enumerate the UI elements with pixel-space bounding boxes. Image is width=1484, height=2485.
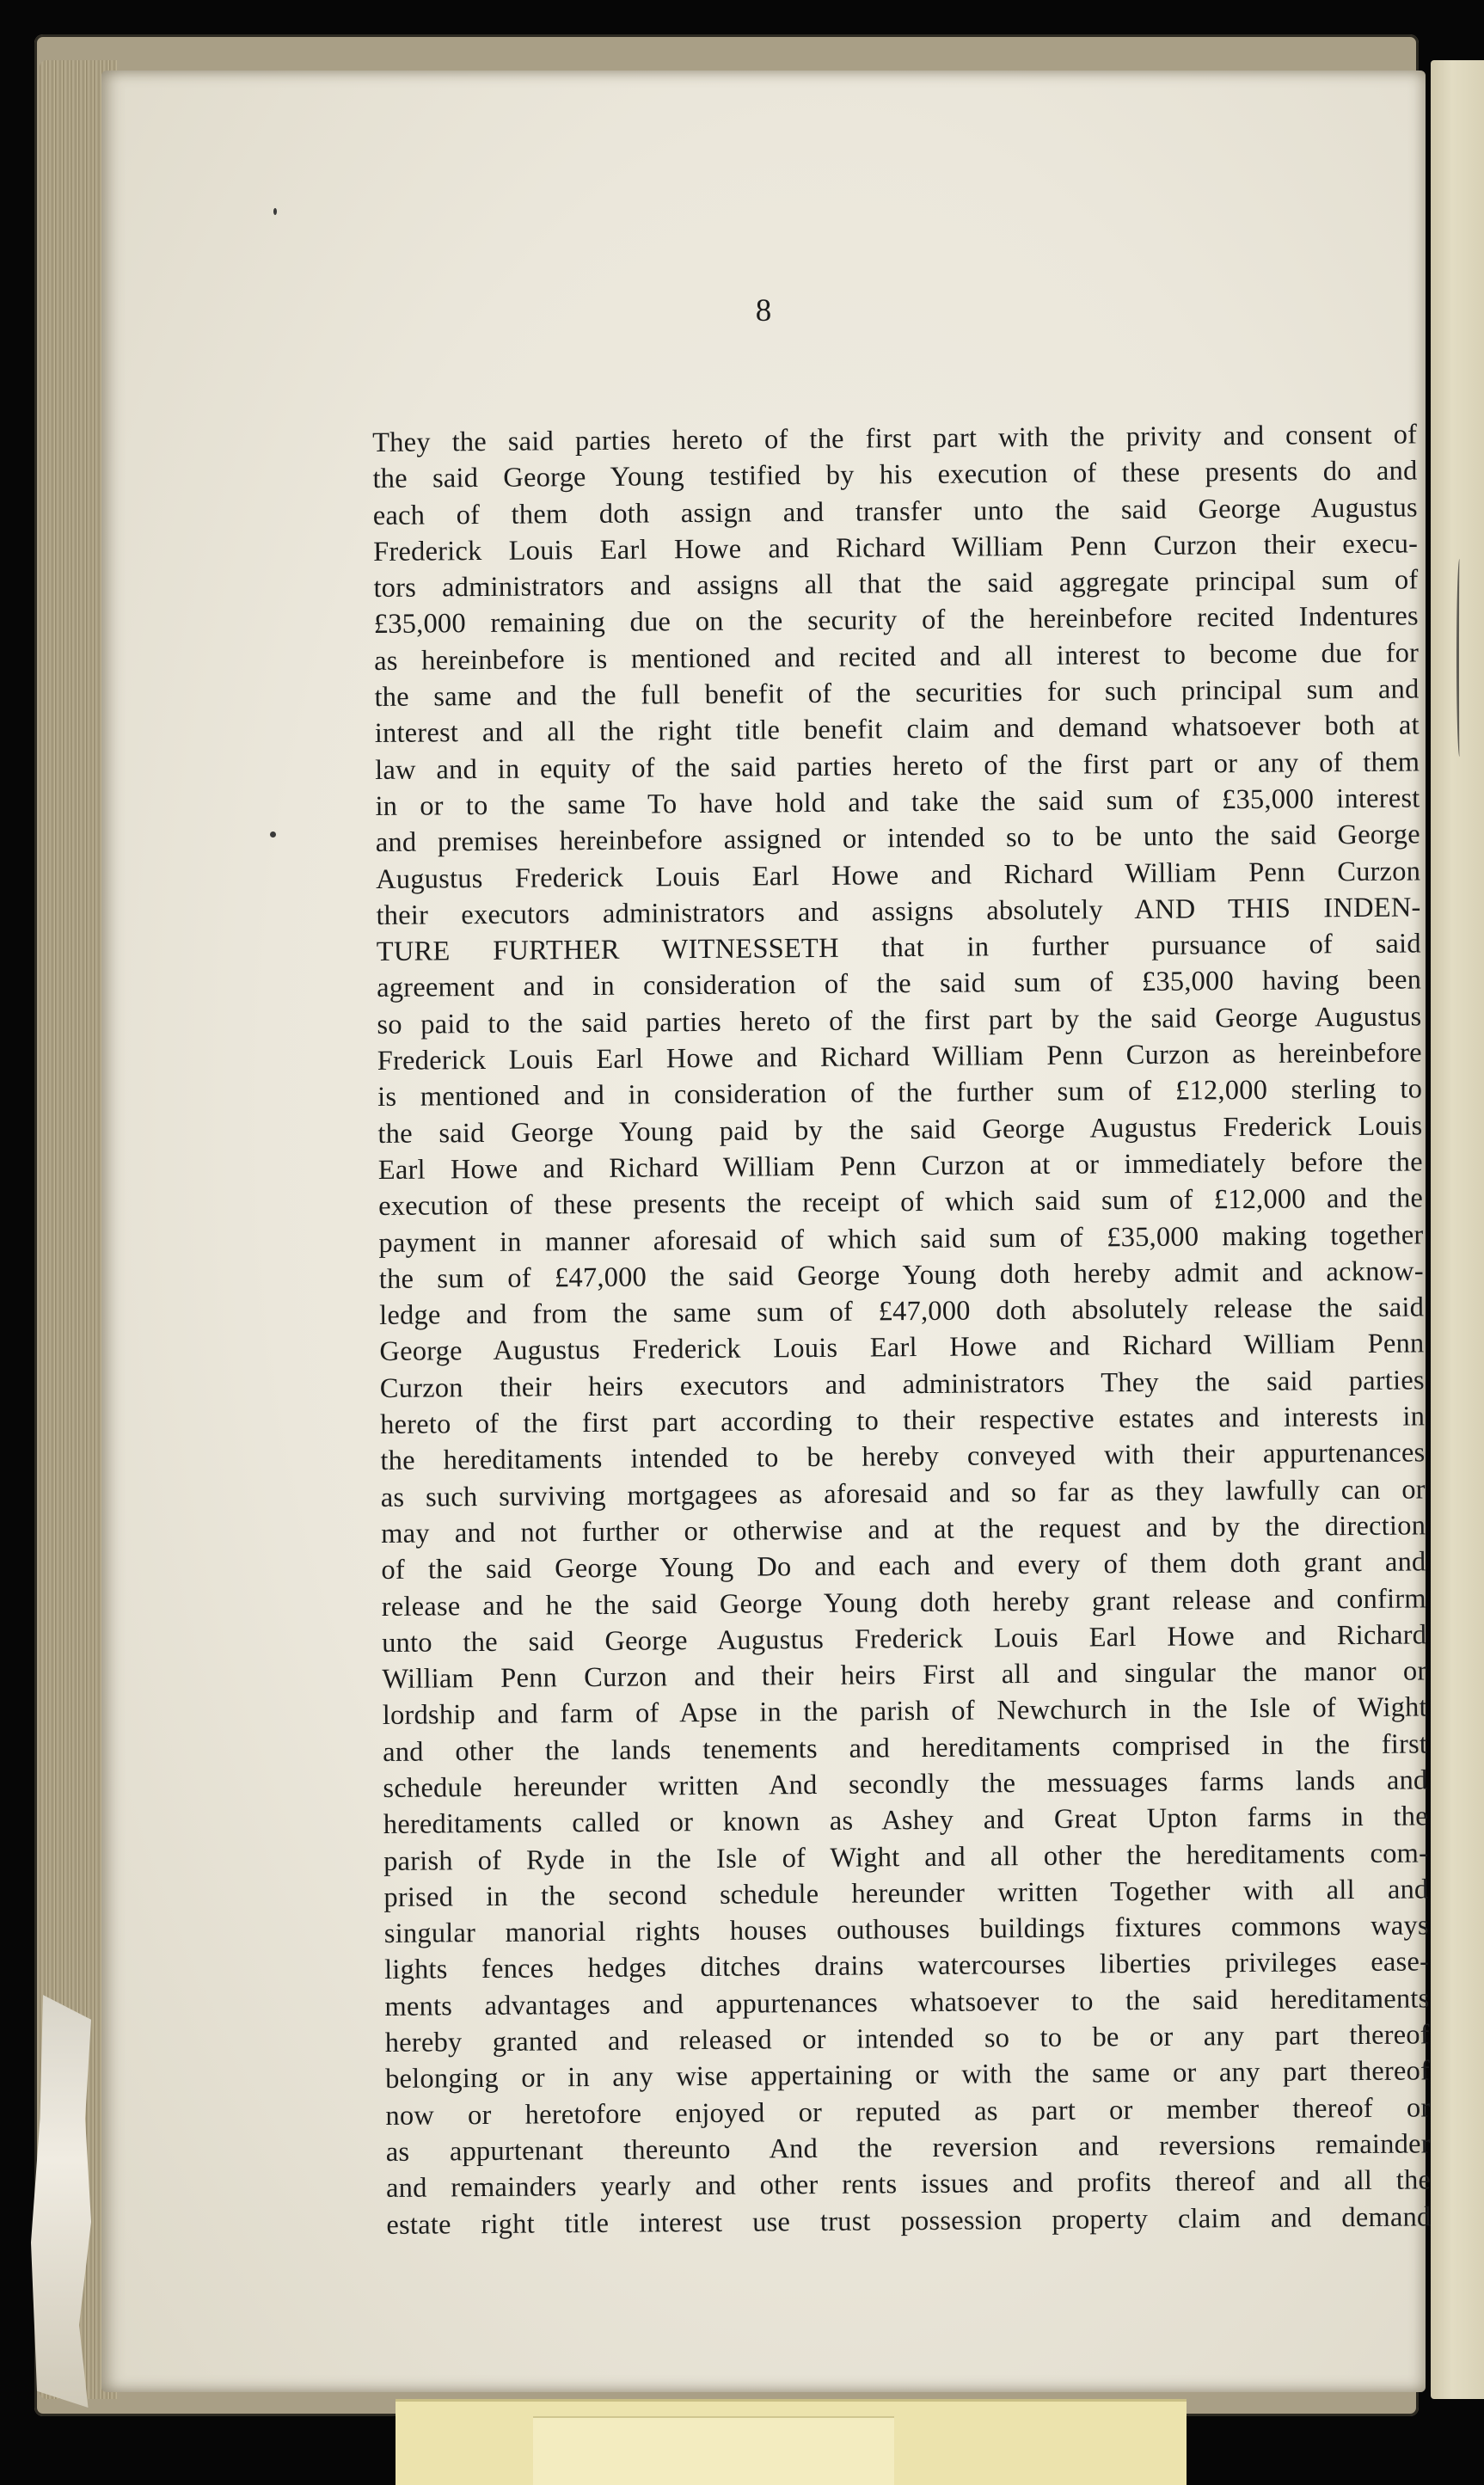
text-line: hereto of the first part according to their respective estates and interests in bbox=[379, 1401, 1426, 1440]
text-line: the said George Young testified by his execution of these presents do and bbox=[372, 455, 1418, 495]
text-line: TURE FURTHER WITNESSETH that in further pursuance of said bbox=[376, 928, 1421, 968]
text-line: and remainders yearly and other rents issues and profits thereof and all the bbox=[385, 2164, 1432, 2205]
text-line: ments advantages and appurtenances whatsoever to the said hereditaments bbox=[384, 1983, 1430, 2022]
text-line: lordship and farm of Apse in the parish of Newchurch in the Isle of Wight bbox=[382, 1691, 1427, 1732]
text-line: the said George Young paid by the said George Augustus Frederick Louis bbox=[377, 1110, 1423, 1150]
text-line: Augustus Frederick Louis Earl Howe and Richard William Penn Curzon bbox=[376, 856, 1421, 895]
text-line: payment in manner aforesaid of which said sum of £35,000 making together bbox=[378, 1218, 1424, 1259]
text-line: They the said parties hereto of the first part with the privity and consent of bbox=[372, 419, 1418, 458]
text-line: as appurtenant thereunto And the reversion and reversions remainder bbox=[385, 2128, 1431, 2168]
paper-speck bbox=[270, 831, 276, 838]
text-line: unto the said George Augustus Frederick Louis Earl Howe and Richard bbox=[381, 1619, 1427, 1659]
text-line: hereby granted and released or intended so to be or any part thereof bbox=[384, 2019, 1430, 2059]
text-line: the sum of £47,000 the said George Young doth hereby admit and acknow- bbox=[378, 1255, 1424, 1295]
text-line: belonging or in any wise appertaining or with the same or any part thereof bbox=[384, 2055, 1431, 2095]
paper-slip-inner bbox=[533, 2416, 894, 2485]
text-line: lights fences hedges ditches drains watercourses liberties privileges ease- bbox=[383, 1946, 1430, 1986]
text-line: release and he the said George Young doth hereby grant release and confirm bbox=[381, 1582, 1426, 1623]
text-line: may and not further or otherwise and at the request and by the direction bbox=[380, 1510, 1426, 1549]
text-line: and premises hereinbefore assigned or intended so to be unto the said George bbox=[375, 819, 1420, 859]
text-line: singular manorial rights houses outhouses buildings fixtures commons ways bbox=[383, 1910, 1429, 1950]
text-line: their executors administrators and assigns absolutely AND THIS INDEN- bbox=[376, 892, 1421, 931]
text-line: hereditaments called or known as Ashey and Great Upton farms in the bbox=[383, 1801, 1428, 1841]
text-line: £35,000 remaining due on the security of the hereinbefore recited Indentures bbox=[373, 600, 1419, 641]
text-line: as such surviving mortgagees as aforesaid and so far as they lawfully can or bbox=[380, 1474, 1426, 1513]
text-line: the hereditaments intended to be hereby conveyed with their appurtenances bbox=[380, 1437, 1426, 1477]
text-line: the same and the full benefit of the securities for such principal sum and bbox=[374, 673, 1420, 714]
text-line: interest and all the right title benefit claim and demand whatsoever both at bbox=[374, 709, 1420, 750]
text-line: law and in equity of the said parties hereto of the first part or any of them bbox=[375, 746, 1420, 786]
document-page bbox=[101, 71, 1432, 2392]
page-number: 8 bbox=[755, 293, 772, 328]
text-line: of the said George Young Do and each and every of them doth grant and bbox=[381, 1546, 1426, 1586]
text-line: Earl Howe and Richard William Penn Curzon at or immediately before the bbox=[377, 1146, 1423, 1186]
paper-speck bbox=[273, 208, 277, 215]
text-line: George Augustus Frederick Louis Earl Howe and Richard William Penn bbox=[379, 1328, 1425, 1368]
ink-mark bbox=[1456, 559, 1463, 757]
text-line: prised in the second schedule hereunder written Together with all and bbox=[383, 1874, 1429, 1913]
text-line: agreement and in consideration of the said sum of £35,000 having been bbox=[377, 964, 1422, 1004]
text-line: is mentioned and in consideration of the further sum of £12,000 sterling to bbox=[377, 1073, 1423, 1114]
text-line: Frederick Louis Earl Howe and Richard William Penn Curzon as hereinbefore bbox=[377, 1037, 1422, 1077]
text-line: as hereinbefore is mentioned and recited and all interest to become due for bbox=[374, 637, 1420, 677]
text-line: so paid to the said parties hereto of the first part by the said George Augustus bbox=[377, 1001, 1422, 1040]
text-line: estate right title interest use trust possession property claim and demand bbox=[386, 2200, 1432, 2241]
torn-paper-fragment bbox=[31, 1995, 91, 2408]
text-line: now or heretofore enjoyed or reputed as part or member thereof or bbox=[385, 2092, 1431, 2132]
text-line: parish of Ryde in the Isle of Wight and all other the hereditaments com- bbox=[383, 1837, 1429, 1877]
text-line: schedule hereunder written And secondly the messuages farms lands and bbox=[383, 1764, 1428, 1804]
text-line: in or to the same To have hold and take the said sum of £35,000 interest bbox=[375, 782, 1420, 822]
text-line: Frederick Louis Earl Howe and Richard William Penn Curzon their execu- bbox=[373, 528, 1419, 568]
text-line: Curzon their heirs executors and administrators They the said parties bbox=[379, 1365, 1425, 1404]
text-line: execution of these presents the receipt of which said sum of £12,000 and the bbox=[377, 1182, 1424, 1223]
text-line: tors administrators and assigns all that the said aggregate principal sum of bbox=[373, 564, 1419, 604]
body-text bbox=[372, 416, 1432, 2243]
adjacent-page-edge bbox=[1431, 60, 1484, 2399]
text-line: and other the lands tenements and hereditaments comprised in the first bbox=[382, 1728, 1428, 1768]
text-line: ledge and from the same sum of £47,000 doth absolutely release the said bbox=[378, 1292, 1425, 1332]
text-line: William Penn Curzon and their heirs First all and singular the manor or bbox=[382, 1655, 1427, 1696]
text-line: each of them doth assign and transfer unto the said George Augustus bbox=[372, 492, 1418, 531]
